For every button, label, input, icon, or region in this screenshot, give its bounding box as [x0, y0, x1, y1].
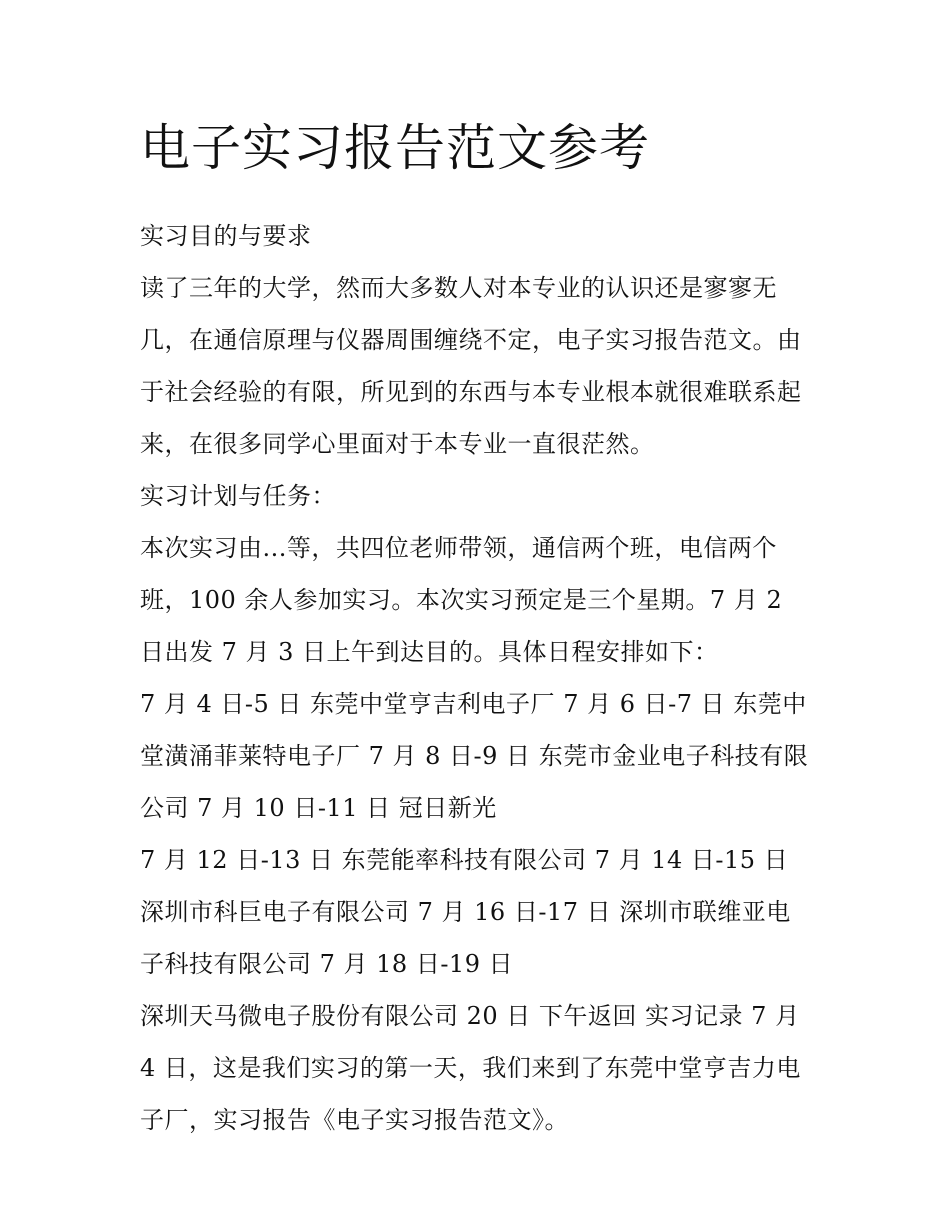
paragraph-list — [140, 210, 812, 1146]
section-heading-plan: 实习计划与任务： — [140, 482, 336, 510]
section-heading-goals: 实习目的与要求 — [140, 222, 312, 250]
document-title: 电子实习报告范文参考 — [140, 119, 650, 177]
paragraph-plan: 本次实习由...等，共四位老师带领，通信两个班，电信两个班，100 余人参加实习。本次实习预定是三个星期。7 月 2 日出发 7 月 3 日上午到达目的。具体日程安排如下： — [140, 534, 783, 666]
paragraph-schedule-1: 7 月 4 日-5 日 东莞中堂亨吉利电子厂 7 月 6 日-7 日 东莞中堂潢涌菲莱特电子厂 7 月 8 日-9 日 东莞市金业电子科技有限公司 7 月 10 日-11 日 冠日新光 — [140, 690, 809, 822]
document-body — [140, 112, 812, 1146]
paragraph-record: 深圳天马微电子股份有限公司 20 日 下午返回 实习记录 7 月 4 日，这是我们实习的第一天，我们来到了东莞中堂亨吉力电子厂，实习报告《电子实习报告范文》。 — [140, 1002, 801, 1134]
paragraph-intro: 读了三年的大学，然而大多数人对本专业的认识还是寥寥无几，在通信原理与仪器周围缠绕不定，电子实习报告范文。由于社会经验的有限，所见到的东西与本专业根本就很难联系起来，在很多同学心里面对于本专业一直很茫然。 — [140, 274, 802, 458]
paragraph-schedule-2: 7 月 12 日-13 日 东莞能率科技有限公司 7 月 14 日-15 日 深圳市科巨电子有限公司 7 月 16 日-17 日 深圳市联维亚电子科技有限公司 7 月 18 日-19 日 — [140, 846, 791, 978]
